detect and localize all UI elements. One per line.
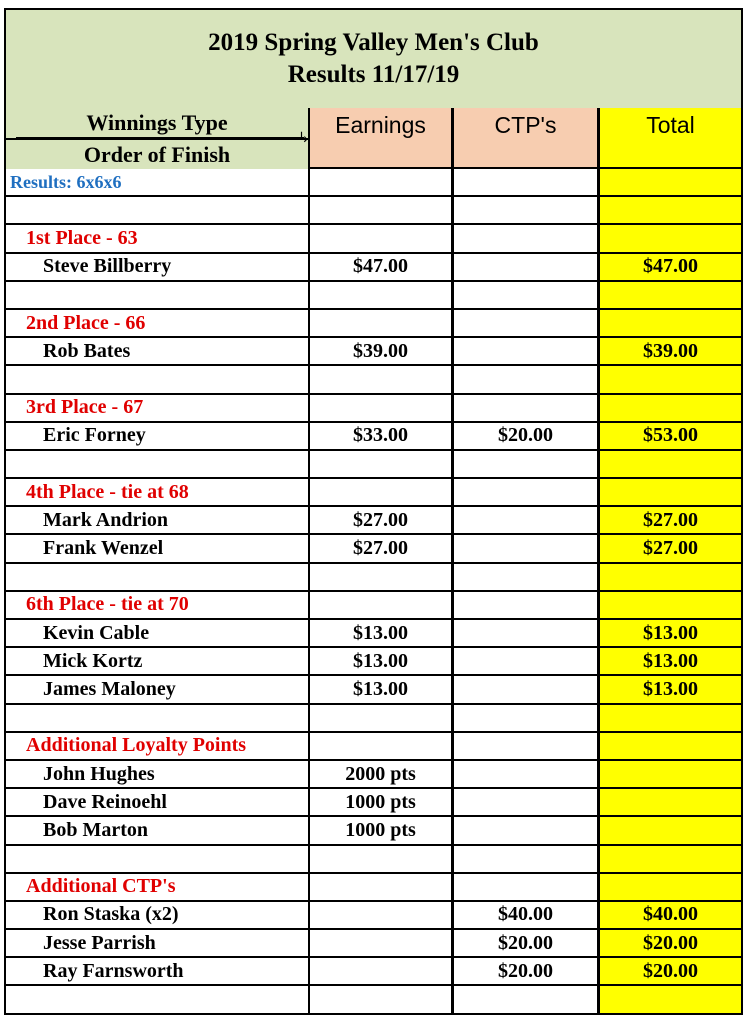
blank-row [4, 197, 743, 225]
earnings-cell [310, 254, 454, 282]
ctp-amount: $20.00 [498, 959, 553, 982]
total-cell [600, 254, 743, 282]
player-name: Steve Billberry [43, 255, 172, 278]
ctp-cell [454, 282, 600, 310]
name-cell [4, 986, 310, 1014]
earnings-cell [310, 507, 454, 535]
ctp-cell [454, 507, 600, 535]
section-label: 2nd Place - 66 [26, 311, 146, 334]
total-cell [600, 338, 743, 366]
earnings-cell [310, 592, 454, 620]
earnings-amount: $13.00 [353, 677, 408, 700]
player-row [4, 535, 743, 563]
name-cell [4, 620, 310, 648]
total-cell [600, 169, 743, 197]
results-format-label: Results: 6x6x6 [10, 171, 122, 192]
player-row [4, 902, 743, 930]
earnings-amount: $27.00 [353, 508, 408, 531]
ctp-cell [454, 564, 600, 592]
total-cell [600, 366, 743, 394]
ctp-cell [454, 930, 600, 958]
name-cell [4, 197, 310, 225]
earnings-amount: 1000 pts [345, 790, 416, 813]
ctp-cell [454, 225, 600, 253]
earnings-cell [310, 733, 454, 761]
player-name: Jesse Parrish [43, 931, 156, 954]
earnings-amount: 1000 pts [345, 818, 416, 841]
total-cell [600, 817, 743, 845]
earnings-cell [310, 451, 454, 479]
earnings-cell [310, 986, 454, 1014]
total-cell [600, 733, 743, 761]
ctp-cell [454, 620, 600, 648]
title-line-1: 2019 Spring Valley Men's Club [208, 29, 539, 56]
ctp-cell [454, 846, 600, 874]
section-header-row [4, 310, 743, 338]
earnings-cell [310, 395, 454, 423]
name-cell [4, 789, 310, 817]
earnings-cell [310, 479, 454, 507]
player-row [4, 648, 743, 676]
total-amount: $47.00 [643, 255, 698, 278]
section-label: Additional CTP's [26, 875, 176, 898]
total-cell [600, 479, 743, 507]
section-label: 3rd Place - 67 [26, 396, 144, 419]
earnings-amount: $13.00 [353, 621, 408, 644]
earnings-cell [310, 338, 454, 366]
total-cell [600, 451, 743, 479]
name-cell [4, 817, 310, 845]
player-name: John Hughes [43, 762, 155, 785]
total-cell [600, 395, 743, 423]
ctp-cell [454, 733, 600, 761]
name-cell [4, 254, 310, 282]
ctp-cell [454, 761, 600, 789]
player-name: Rob Bates [43, 339, 131, 362]
ctp-amount: $20.00 [498, 424, 553, 447]
player-name: Mark Andrion [43, 508, 169, 531]
total-cell [600, 846, 743, 874]
total-header-label: Total [646, 112, 695, 138]
total-amount: $27.00 [643, 537, 698, 560]
earnings-amount: 2000 pts [345, 762, 416, 785]
earnings-cell [310, 648, 454, 676]
blank-row [4, 564, 743, 592]
total-amount: $53.00 [643, 424, 698, 447]
section-label: 6th Place - tie at 70 [26, 593, 189, 616]
player-row [4, 507, 743, 535]
earnings-header [310, 108, 454, 169]
earnings-cell [310, 958, 454, 986]
section-header-row [4, 395, 743, 423]
order-of-finish-label: Order of Finish [83, 141, 231, 167]
earnings-cell [310, 620, 454, 648]
name-cell [4, 338, 310, 366]
player-row [4, 817, 743, 845]
ctp-cell [454, 986, 600, 1014]
player-row [4, 423, 743, 451]
ctp-cell [454, 310, 600, 338]
player-name: Ray Farnsworth [43, 959, 184, 982]
total-cell [600, 930, 743, 958]
name-cell [4, 846, 310, 874]
title-banner [4, 8, 743, 110]
results-sheet [4, 8, 743, 1020]
player-name: Eric Forney [43, 424, 146, 447]
name-cell [4, 930, 310, 958]
name-cell [4, 874, 310, 902]
results-format-row [4, 169, 743, 197]
earnings-cell [310, 282, 454, 310]
header-row [4, 108, 743, 169]
winnings-type-header [4, 108, 310, 169]
total-cell [600, 225, 743, 253]
arrow-head-icon: ↳ [298, 131, 310, 146]
total-cell [600, 620, 743, 648]
total-amount: $40.00 [643, 903, 698, 926]
name-cell [4, 958, 310, 986]
name-cell [4, 423, 310, 451]
earnings-amount: $39.00 [353, 339, 408, 362]
name-cell [4, 705, 310, 733]
ctp-cell [454, 902, 600, 930]
total-amount: $39.00 [643, 339, 698, 362]
section-header-row [4, 225, 743, 253]
section-header-row [4, 733, 743, 761]
ctp-cell [454, 479, 600, 507]
ctp-cell [454, 197, 600, 225]
total-amount: $20.00 [643, 931, 698, 954]
total-cell [600, 986, 743, 1014]
blank-row [4, 451, 743, 479]
player-row [4, 958, 743, 986]
player-row [4, 620, 743, 648]
ctp-amount: $20.00 [498, 931, 553, 954]
winnings-type-label: Winnings Type [86, 110, 228, 135]
name-cell [4, 902, 310, 930]
blank-row [4, 366, 743, 394]
total-cell [600, 902, 743, 930]
section-header-row [4, 874, 743, 902]
name-cell [4, 282, 310, 310]
name-cell [4, 676, 310, 704]
total-cell [600, 676, 743, 704]
earnings-amount: $47.00 [353, 255, 408, 278]
total-amount: $13.00 [643, 621, 698, 644]
earnings-cell [310, 366, 454, 394]
earnings-cell [310, 197, 454, 225]
total-amount: $13.00 [643, 649, 698, 672]
total-cell [600, 310, 743, 338]
total-cell [600, 958, 743, 986]
total-amount: $13.00 [643, 677, 698, 700]
earnings-cell [310, 789, 454, 817]
total-cell [600, 789, 743, 817]
ctp-cell [454, 451, 600, 479]
ctp-cell [454, 535, 600, 563]
name-cell [4, 366, 310, 394]
earnings-cell [310, 423, 454, 451]
title-line-2: Results 11/17/19 [287, 61, 460, 88]
player-name: Mick Kortz [43, 649, 143, 672]
total-cell [600, 282, 743, 310]
player-name: Ron Staska (x2) [43, 903, 179, 926]
ctp-cell [454, 789, 600, 817]
name-cell [4, 395, 310, 423]
earnings-amount: $13.00 [353, 649, 408, 672]
earnings-cell [310, 310, 454, 338]
ctp-amount: $40.00 [498, 903, 553, 926]
player-row [4, 676, 743, 704]
earnings-amount: $33.00 [353, 424, 408, 447]
total-cell [600, 874, 743, 902]
ctp-cell [454, 817, 600, 845]
name-cell [4, 733, 310, 761]
ctp-header [454, 108, 600, 169]
results-table [4, 108, 743, 1015]
player-row [4, 338, 743, 366]
player-name: Dave Reinoehl [43, 790, 167, 813]
name-cell [4, 310, 310, 338]
ctp-cell [454, 254, 600, 282]
total-cell [600, 535, 743, 563]
earnings-cell [310, 225, 454, 253]
name-cell [4, 648, 310, 676]
earnings-cell [310, 874, 454, 902]
total-cell [600, 197, 743, 225]
earnings-cell [310, 846, 454, 874]
name-cell [4, 535, 310, 563]
total-cell [600, 507, 743, 535]
ctp-header-label: CTP's [494, 112, 557, 138]
header-arrow-line [16, 137, 304, 139]
player-row [4, 789, 743, 817]
name-cell [4, 479, 310, 507]
name-cell [4, 169, 310, 197]
earnings-amount: $27.00 [353, 537, 408, 560]
total-amount: $20.00 [643, 959, 698, 982]
name-cell [4, 592, 310, 620]
total-cell [600, 592, 743, 620]
name-cell [4, 451, 310, 479]
ctp-cell [454, 395, 600, 423]
blank-row [4, 705, 743, 733]
earnings-cell [310, 169, 454, 197]
section-label: 4th Place - tie at 68 [26, 480, 189, 503]
total-cell [600, 761, 743, 789]
name-cell [4, 225, 310, 253]
ctp-cell [454, 366, 600, 394]
player-row [4, 930, 743, 958]
section-header-row [4, 592, 743, 620]
ctp-cell [454, 676, 600, 704]
section-label: Additional Loyalty Points [26, 734, 247, 757]
earnings-cell [310, 535, 454, 563]
ctp-cell [454, 169, 600, 197]
blank-row [4, 846, 743, 874]
player-row [4, 254, 743, 282]
earnings-cell [310, 761, 454, 789]
total-cell [600, 564, 743, 592]
total-cell [600, 423, 743, 451]
total-cell [600, 648, 743, 676]
section-label: 1st Place - 63 [26, 226, 138, 249]
earnings-cell [310, 902, 454, 930]
player-name: Frank Wenzel [43, 537, 164, 560]
earnings-cell [310, 564, 454, 592]
ctp-cell [454, 592, 600, 620]
earnings-cell [310, 705, 454, 733]
name-cell [4, 761, 310, 789]
total-cell [600, 705, 743, 733]
ctp-cell [454, 958, 600, 986]
player-name: Bob Marton [43, 818, 148, 841]
total-amount: $27.00 [643, 508, 698, 531]
earnings-cell [310, 676, 454, 704]
name-cell [4, 564, 310, 592]
ctp-cell [454, 705, 600, 733]
ctp-cell [454, 338, 600, 366]
earnings-cell [310, 930, 454, 958]
name-cell [4, 507, 310, 535]
blank-row [4, 986, 743, 1014]
ctp-cell [454, 648, 600, 676]
blank-row [4, 282, 743, 310]
player-name: Kevin Cable [43, 621, 150, 644]
ctp-cell [454, 874, 600, 902]
player-name: James Maloney [43, 677, 176, 700]
section-header-row [4, 479, 743, 507]
total-header [600, 108, 743, 169]
ctp-cell [454, 423, 600, 451]
player-row [4, 761, 743, 789]
earnings-header-label: Earnings [335, 112, 426, 138]
earnings-cell [310, 817, 454, 845]
